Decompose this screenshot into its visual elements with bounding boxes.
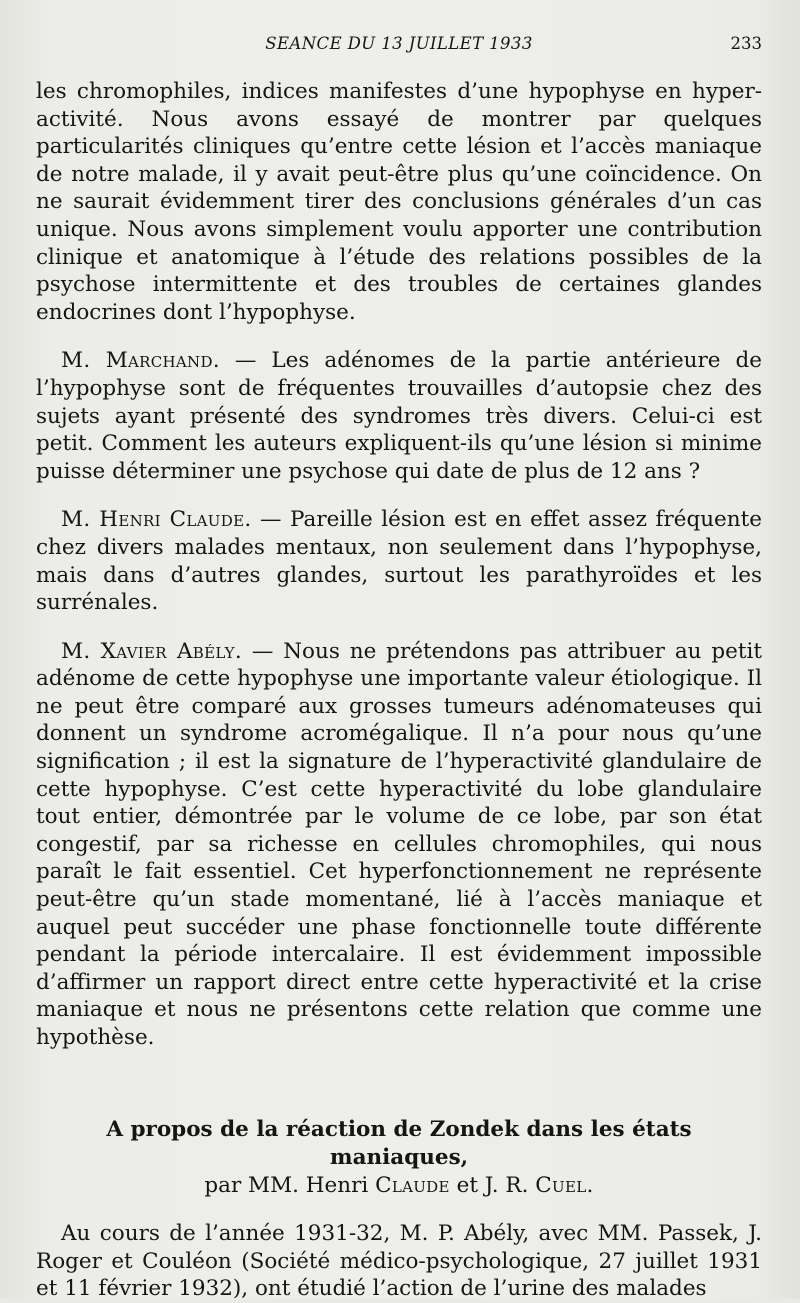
- speaker-name: M. Xavier Abély.: [61, 638, 243, 664]
- paragraph-text: — Les adénomes de la partie antérieure de l’hypophyse sont de fréquentes trouvailles d’autopsie chez des sujets ayant présenté des syndromes très divers. Celui-ci est petit. Comment les auteurs expliquent-ils qu’une lésion si minime puisse déterminer une psychose qui date de plus de 12 ans ?: [36, 348, 762, 484]
- author-cuel: Cuel.: [535, 1172, 594, 1198]
- paragraph-claude: [36, 506, 762, 616]
- paragraph-abely: [36, 638, 762, 1052]
- byline-prefix: par MM. Henri: [204, 1172, 369, 1198]
- byline-joiner: et J. R.: [456, 1172, 529, 1198]
- article-title: A propos de la réaction de Zondek dans les états maniaques,: [106, 1116, 692, 1170]
- paragraph-text: — Pareille lésion est en effet assez fréquente chez divers malades mentaux, non seulement dans l’hypophyse, mais dans d’autres glandes, surtout les parathyroïdes et les surrénales.: [36, 507, 762, 616]
- speaker-name: M. Henri Claude.: [61, 507, 252, 533]
- page-number: 233: [730, 34, 762, 53]
- page-header: [36, 32, 762, 56]
- article-intro: Au cours de l’année 1931-32, M. P. Abély, avec MM. Passek, J. Roger et Couléon (Société médico-psychologique, 27 juillet 1931 et 11 février 1932), ont étudié l’action de l’urine des malades: [36, 1221, 762, 1302]
- page-body: [36, 78, 762, 1303]
- article-byline: [36, 1172, 762, 1200]
- speaker-name: M. Marchand.: [61, 348, 220, 374]
- paragraph-marchand: [36, 347, 762, 485]
- running-title: SEANCE DU 13 JUILLET 1933: [265, 34, 533, 53]
- paragraph-continuation: les chromophiles, indices manifestes d’une hypophyse en hyper-activité. Nous avons essayé de montrer par quelques particularités cliniques qu’entre cette lésion et l’accès maniaque de notre malade, il y avait peut-être plus qu’une coïncidence. On ne saurait évidemment tirer des conclusions générales d’un cas unique. Nous avons simplement voulu apporter une contribution clinique et anatomique à l’étude des relations possibles de la psychose intermittente et des troubles de certaines glandes endocrines dont l’hypophyse.: [36, 79, 762, 325]
- paragraph-text: — Nous ne prétendons pas attribuer au petit adénome de cette hypophyse une importante valeur étiologique. Il ne peut être comparé aux grosses tumeurs adénomateuses qui donnent un syndrome acromégalique. Il n’a pour nous qu’une signification ; il est la signature de l’hyperactivité glandulaire de cette hypophyse. C’est cette hyperactivité du lobe glandulaire tout entier, démontrée par le volume de ce lobe, par son état congestif, par sa richesse en cellules chromophiles, qui nous paraît le fait essentiel. Cet hyperfonctionnement ne représente peut-être qu’un stade momentané, lié à l’accès maniaque et auquel peut succéder une phase fonctionnelle toute différente pendant la période intercalaire. Il est évidemment impossible d’affirmer un rapport direct entre cette hyperactivité et la crise maniaque et nous ne présentons cette relation que comme une hypothèse.: [36, 638, 762, 1050]
- author-claude: Claude: [375, 1172, 450, 1198]
